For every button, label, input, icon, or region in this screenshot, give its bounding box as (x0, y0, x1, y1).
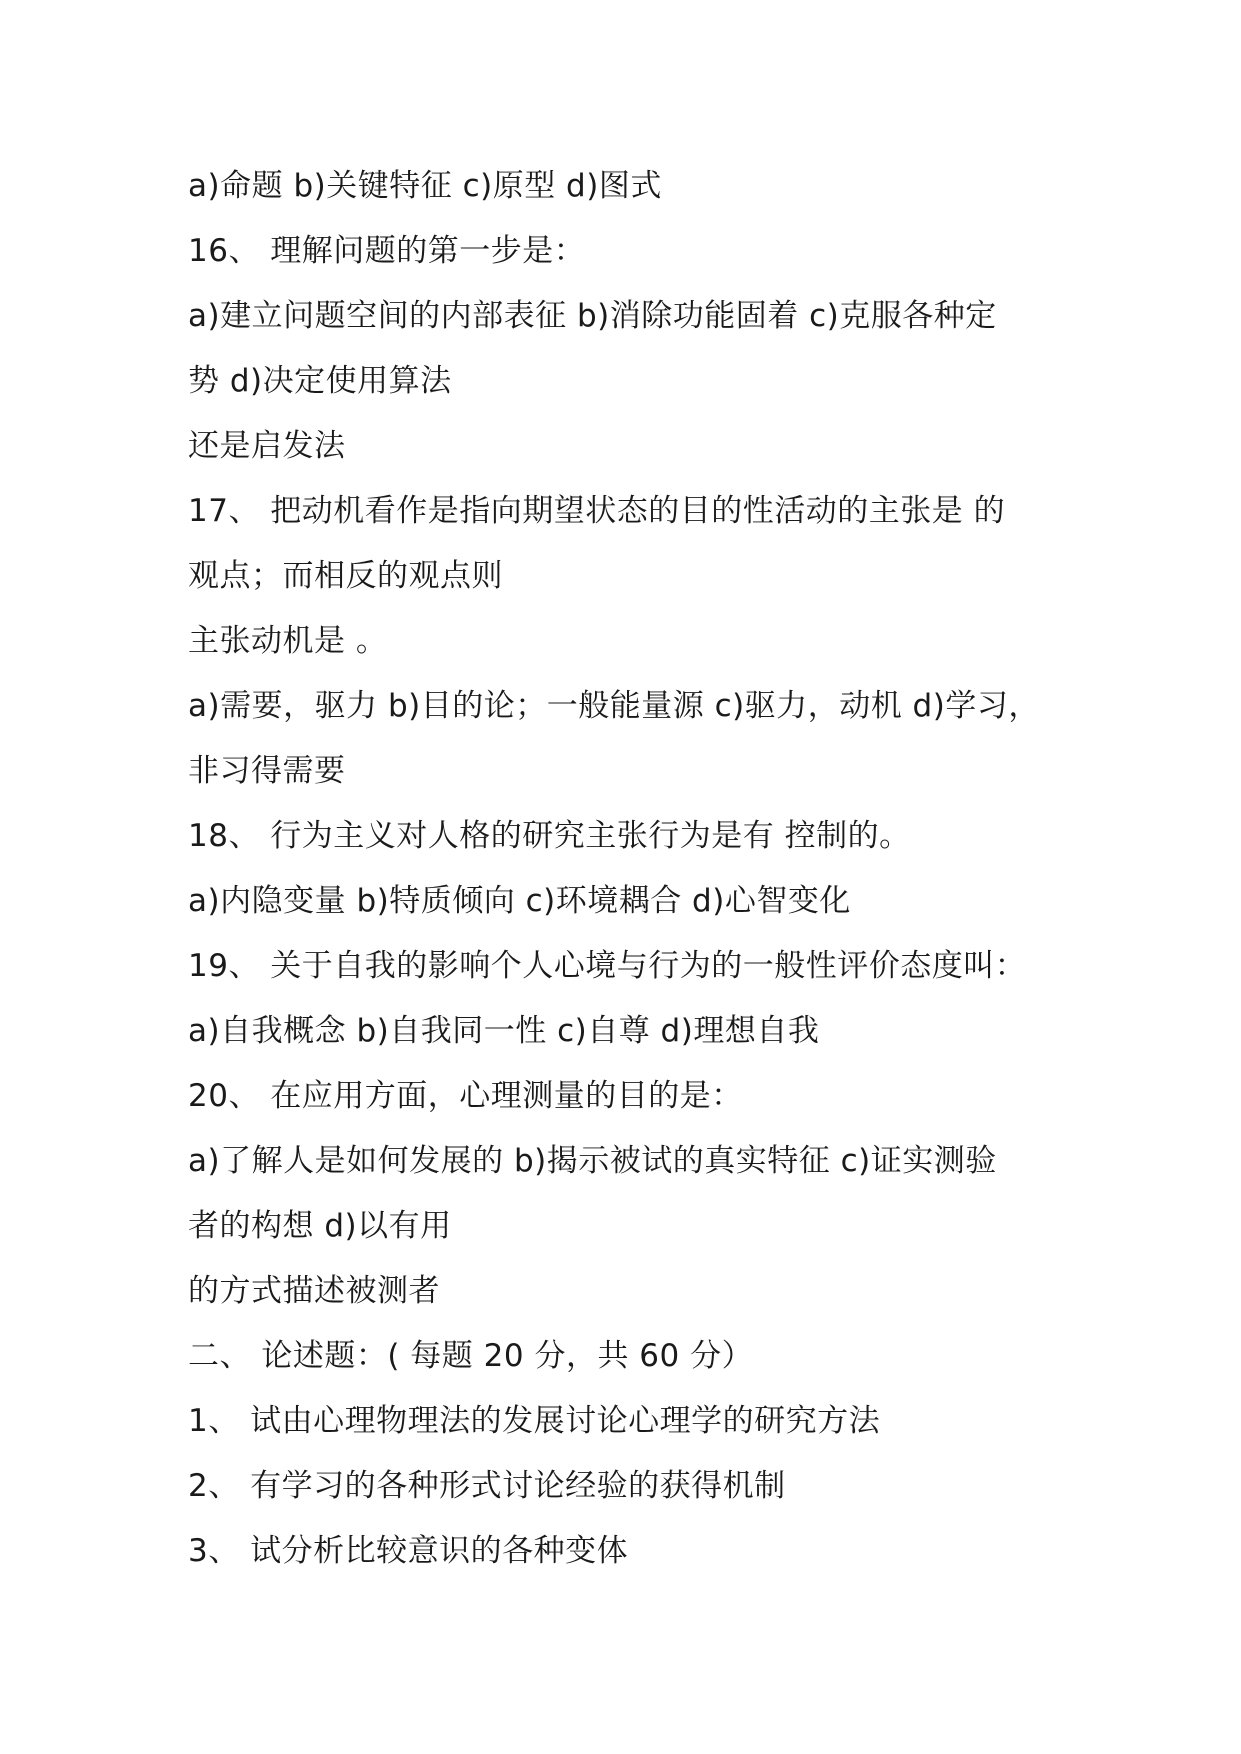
q16-options-line-1: a)建立问题空间的内部表征 b)消除功能固着 c)克服各种定 (188, 298, 997, 334)
q17-options-line-1: a)需要，驱力 b)目的论；一般能量源 c)驱力，动机 d)学习， (188, 688, 1040, 724)
essay-question-3: 3、 试分析比较意识的各种变体 (188, 1533, 629, 1569)
essay-question-1: 1、 试由心理物理法的发展讨论心理学的研究方法 (188, 1403, 881, 1439)
q15-options: a)命题 b)关键特征 c)原型 d)图式 (188, 168, 662, 204)
essay-question-2: 2、 有学习的各种形式讨论经验的获得机制 (188, 1468, 786, 1504)
q20-options-line-3: 的方式描述被测者 (188, 1273, 440, 1309)
q17-options-line-2: 非习得需要 (188, 753, 346, 789)
q20-question: 20、 在应用方面，心理测量的目的是： (188, 1078, 743, 1114)
essay-section-heading: 二、 论述题：( 每题 20 分，共 60 分） (188, 1338, 754, 1374)
q20-options-line-2: 者的构想 d)以有用 (188, 1208, 452, 1244)
q16-options-line-2: 势 d)决定使用算法 (188, 363, 452, 399)
q18-options: a)内隐变量 b)特质倾向 c)环境耦合 d)心智变化 (188, 883, 851, 919)
q16-options-line-3: 还是启发法 (188, 428, 346, 464)
q17-question-line-1: 17、 把动机看作是指向期望状态的目的性活动的主张是 的 (188, 493, 1006, 529)
document-body (188, 154, 1088, 1584)
q19-question: 19、 关于自我的影响个人心境与行为的一般性评价态度叫： (188, 948, 1027, 984)
q20-options-line-1: a)了解人是如何发展的 b)揭示被试的真实特征 c)证实测验 (188, 1143, 997, 1179)
q18-question: 18、 行为主义对人格的研究主张行为是有 控制的。 (188, 818, 911, 854)
q19-options: a)自我概念 b)自我同一性 c)自尊 d)理想自我 (188, 1013, 820, 1049)
q16-question: 16、 理解问题的第一步是： (188, 233, 586, 269)
q17-question-line-3: 主张动机是 。 (188, 623, 388, 659)
q17-question-line-2: 观点；而相反的观点则 (188, 558, 503, 594)
